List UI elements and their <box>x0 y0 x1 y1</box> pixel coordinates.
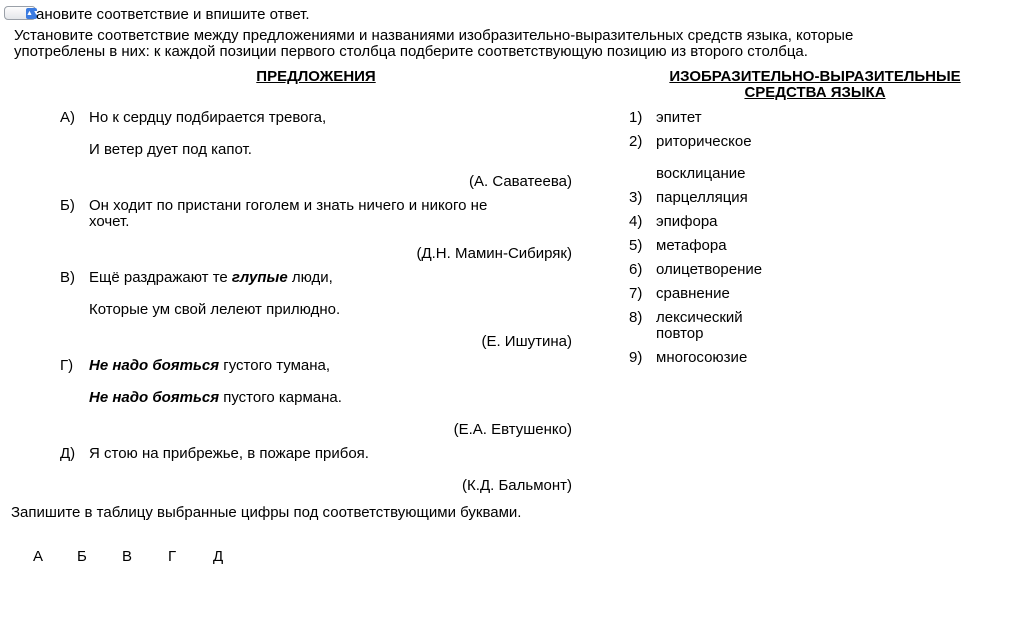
answer-letter-g: Г <box>168 548 177 565</box>
item-v-line-2: Которые ум свой лелеют прилюдно. <box>89 301 341 318</box>
item-letter-a: А) <box>60 109 75 126</box>
option-text-6: олицетворение <box>656 261 763 278</box>
item-g-line-2-post: пустого кармана. <box>219 389 342 406</box>
chevron-updown-icon: ▲▼ <box>26 10 40 17</box>
answer-letter-v: В <box>122 548 133 565</box>
item-b-line-2: хочет. <box>89 213 130 230</box>
item-g-line-1-emphasis: Не надо бояться <box>89 357 220 374</box>
item-d-author: (К.Д. Бальмонт) <box>462 477 572 494</box>
option-text-1: эпитет <box>656 109 702 126</box>
instruction-line-2: употреблены в них: к каждой позиции первого столбца подберите соответствующую позицию из второго столбца. <box>14 43 808 60</box>
option-num-2: 2) <box>629 133 643 150</box>
right-heading-line-1: ИЗОБРАЗИТЕЛЬНО-ВЫРАЗИТЕЛЬНЫЕ <box>669 68 961 85</box>
option-text-3: парцелляция <box>656 189 748 206</box>
right-heading-line-2: СРЕДСТВА ЯЗЫКА <box>744 84 886 101</box>
option-text-4: эпифора <box>656 213 718 230</box>
item-letter-b: Б) <box>60 197 75 214</box>
item-b-line-1: Он ходит по пристани гоголем и знать ничего и никого не <box>89 197 488 214</box>
item-a-author: (А. Саватеева) <box>468 173 572 190</box>
option-num-9: 9) <box>629 349 643 366</box>
option-text-2-cont: восклицание <box>656 165 746 182</box>
item-g-line-2-emphasis: Не надо бояться <box>89 389 220 406</box>
task-select-dropdown[interactable] <box>4 6 40 20</box>
answer-letter-b: Б <box>77 548 87 565</box>
item-g-line-1 <box>89 358 330 374</box>
answer-letter-a: А <box>33 548 44 565</box>
item-v-line-1 <box>89 270 333 286</box>
option-text-2: риторическое <box>656 133 752 150</box>
intro-text: ановите соответствие и впишите ответ. <box>36 6 310 23</box>
option-num-5: 5) <box>629 237 643 254</box>
option-num-7: 7) <box>629 285 643 302</box>
option-num-8: 8) <box>629 309 643 326</box>
item-a-line-1: Но к сердцу подбирается тревога, <box>89 109 327 126</box>
item-v-line-1-emphasis: глупые <box>231 269 288 286</box>
item-g-line-2 <box>89 390 342 406</box>
item-letter-g: Г) <box>60 357 74 374</box>
answer-letter-d: Д <box>213 548 224 565</box>
item-letter-v: В) <box>60 269 75 286</box>
option-num-3: 3) <box>629 189 643 206</box>
item-v-author: (Е. Ишутина) <box>481 333 572 350</box>
option-text-8-cont: повтор <box>656 325 704 342</box>
item-g-author: (Е.А. Евтушенко) <box>453 421 572 438</box>
option-num-4: 4) <box>629 213 643 230</box>
option-text-8: лексический <box>656 309 743 326</box>
item-d-line-1: Я стою на прибрежье, в пожаре прибоя. <box>89 445 369 462</box>
option-text-9: многосоюзие <box>656 349 748 366</box>
item-v-line-1-post: люди, <box>287 269 333 286</box>
instruction-line-1: Установите соответствие между предложениями и названиями изобразительно-выразительных средств языка, которые <box>14 27 854 44</box>
option-text-7: сравнение <box>656 285 730 302</box>
item-b-author: (Д.Н. Мамин-Сибиряк) <box>416 245 572 262</box>
item-letter-d: Д) <box>60 445 76 462</box>
option-num-1: 1) <box>629 109 643 126</box>
left-column-heading: ПРЕДЛОЖЕНИЯ <box>256 68 376 85</box>
option-num-6: 6) <box>629 261 643 278</box>
item-a-line-2: И ветер дует под капот. <box>89 141 252 158</box>
item-v-line-1-pre: Ещё раздражают те <box>89 269 232 286</box>
item-g-line-1-post: густого тумана, <box>219 357 331 374</box>
right-column-heading <box>640 69 990 101</box>
answer-prompt: Запишите в таблицу выбранные цифры под соответствующими буквами. <box>11 504 522 521</box>
option-text-5: метафора <box>656 237 727 254</box>
